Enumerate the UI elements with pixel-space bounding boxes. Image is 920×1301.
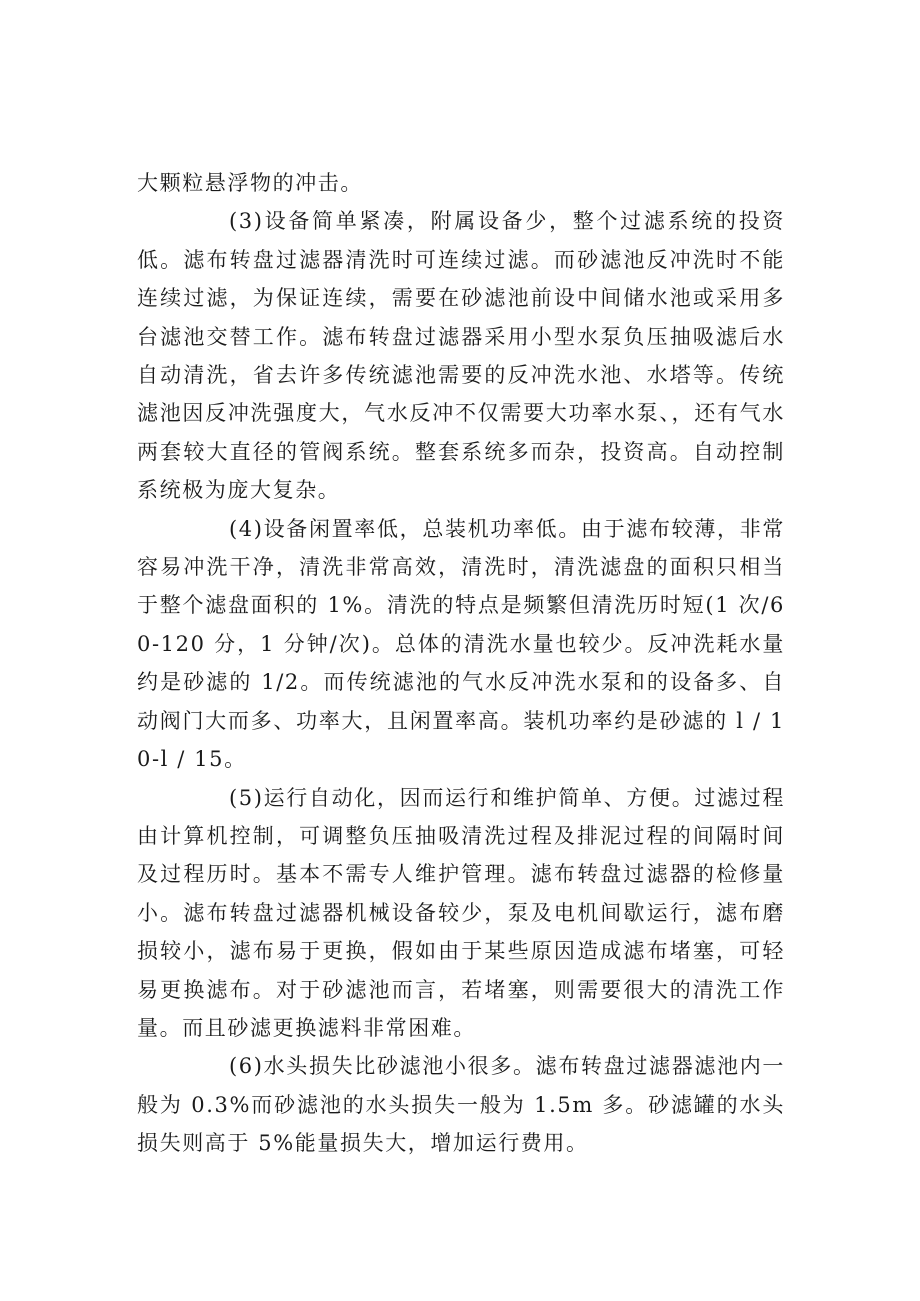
paragraph-continuation: 大颗粒悬浮物的冲击。 bbox=[137, 171, 363, 195]
paragraph-item-4: (4)设备闲置率低，总装机功率低。由于滤布较薄，非常容易冲洗干净，清洗非常高效，清洗时，清洗滤盘的面积只相当于整个滤盘面积的 1%。清洗的特点是频繁但清洗历时短(1 次/60-120 分，1 分钟/次)。总体的清洗水量也较少。反冲洗耗水量约是砂滤的 1/2。而传统滤池的气水反冲洗水泵和的设备多、自动阀门大而多、功率大，且闲置率高。装机功率约是砂滤的 l / 10-l / 15。 bbox=[137, 516, 785, 772]
paragraph-item-6: (6)水头损失比砂滤池小很多。滤布转盘过滤器滤池内一般为 0.3%而砂滤池的水头损失一般为 1.5m 多。砂滤罐的水头损失则高于 5%能量损失大，增加运行费用。 bbox=[137, 1054, 785, 1156]
paragraph-item-3: (3)设备简单紧凑，附属设备少，整个过滤系统的投资低。滤布转盘过滤器清洗时可连续过滤。而砂滤池反冲洗时不能连续过滤，为保证连续，需要在砂滤池前设中间储水池或采用多台滤池交替工作。滤布转盘过滤器采用小型水泵负压抽吸滤后水自动清洗，省去许多传统滤池需要的反冲洗水池、水塔等。传统滤池因反冲洗强度大，气水反冲不仅需要大功率水泵、，还有气水两套较大直径的管阀系统。整套系统多而杂，投资高。自动控制系统极为庞大复杂。 bbox=[137, 209, 785, 503]
paragraph-item-5: (5)运行自动化，因而运行和维护简单、方便。过滤过程由计算机控制，可调整负压抽吸清洗过程及排泥过程的间隔时间及过程历时。基本不需专人维护管理。滤布转盘过滤器的检修量小。滤布转盘过滤器机械设备较少，泵及电机间歇运行，滤布磨损较小，滤布易于更换，假如由于某些原因造成滤布堵塞，可轻易更换滤布。对于砂滤池而言，若堵塞，则需要很大的清洗工作量。而且砂滤更换滤料非常困难。 bbox=[137, 785, 785, 1040]
document-body bbox=[137, 164, 785, 1163]
